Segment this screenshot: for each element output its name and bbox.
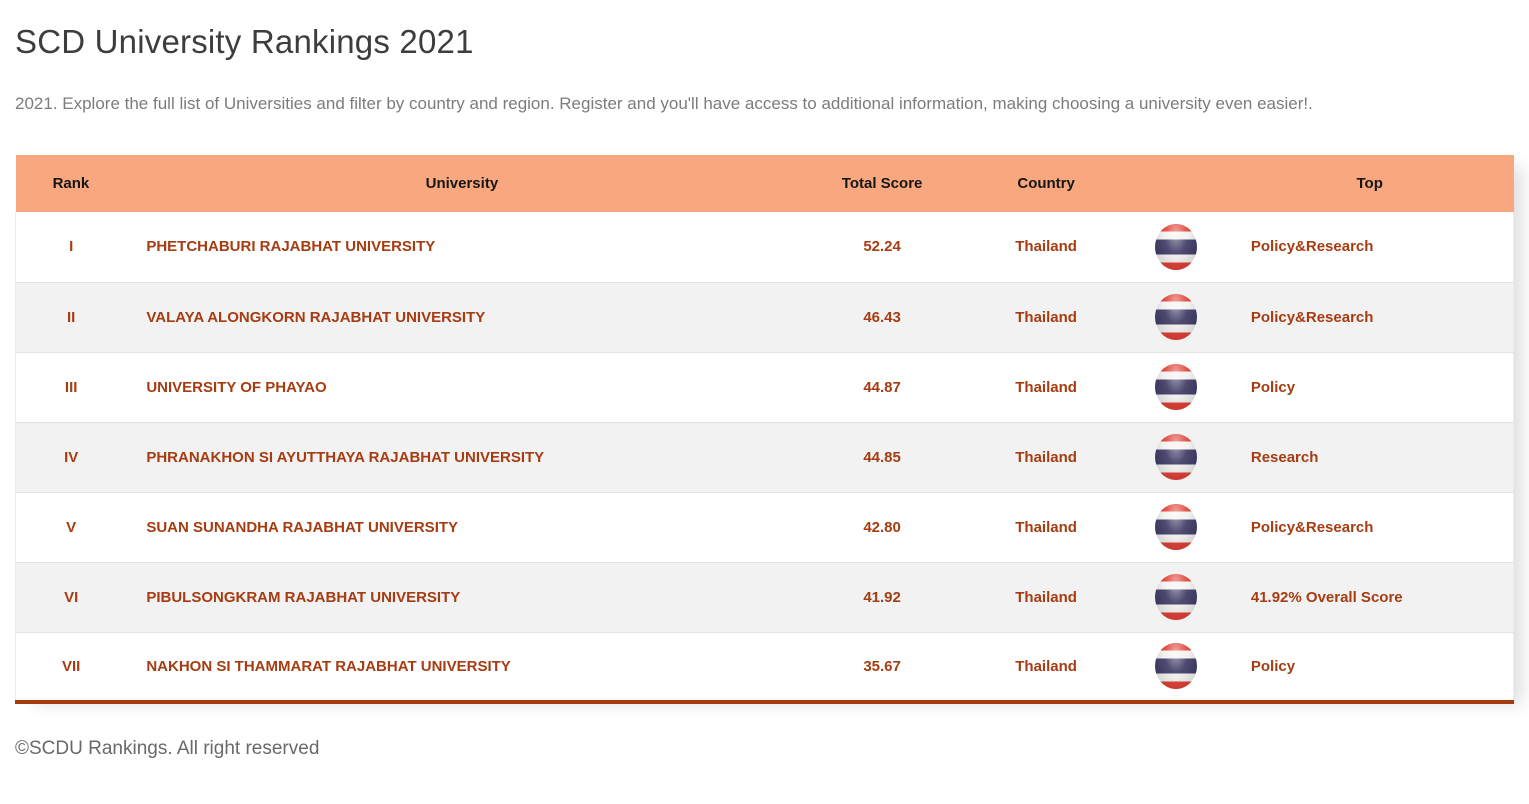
page-title: SCD University Rankings 2021 [15, 23, 474, 60]
flag-cell [1126, 562, 1226, 632]
top-cell: Policy&Research [1226, 492, 1514, 562]
top-cell: Research [1226, 422, 1514, 492]
thailand-flag-icon [1155, 574, 1197, 620]
total-score-cell: 42.80 [797, 492, 966, 562]
country-cell: Thailand [967, 282, 1126, 352]
country-cell: Thailand [1015, 238, 1077, 256]
university-link[interactable]: VALAYA ALONGKORN RAJABHAT UNIVERSITY [126, 282, 797, 352]
footer-copyright: ©SCDU Rankings. All right reserved [15, 738, 320, 759]
rankings-table [15, 155, 1514, 704]
column-header-flag [1126, 155, 1226, 212]
total-score-cell: 44.87 [797, 352, 966, 422]
thailand-flag-icon [1155, 434, 1197, 480]
thailand-flag-icon [1155, 643, 1197, 689]
top-cell: 41.92% Overall Score [1226, 562, 1514, 632]
table-row [16, 282, 1514, 352]
university-link[interactable]: PHRANAKHON SI AYUTTHAYA RAJABHAT UNIVERSITY [126, 422, 797, 492]
table-row [16, 422, 1514, 492]
university-link[interactable]: UNIVERSITY OF PHAYAO [126, 352, 797, 422]
rankings-page [0, 22, 1529, 760]
rank-cell: IV [16, 422, 127, 492]
column-header-rank: Rank [16, 155, 127, 212]
total-score-cell: 35.67 [797, 632, 966, 702]
country-cell: Thailand [967, 352, 1126, 422]
thailand-flag-icon [1155, 294, 1197, 340]
rank-cell: VII [16, 632, 127, 702]
rank-cell: II [16, 282, 127, 352]
top-cell: Policy&Research [1226, 212, 1514, 282]
thailand-flag-icon [1155, 504, 1197, 550]
rank-cell: I [16, 212, 127, 282]
rank-cell: III [16, 352, 127, 422]
top-cell: Policy [1226, 352, 1514, 422]
table-row [16, 352, 1514, 422]
total-score-cell: 41.92 [797, 562, 966, 632]
flag-cell [1126, 422, 1226, 492]
top-cell: Policy [1226, 632, 1514, 702]
total-score-cell: 44.85 [797, 422, 966, 492]
column-header-country: Country [967, 155, 1126, 212]
flag-cell [1126, 212, 1226, 282]
table-row [16, 492, 1514, 562]
table-row [16, 562, 1514, 632]
university-link[interactable]: SUAN SUNANDHA RAJABHAT UNIVERSITY [126, 492, 797, 562]
country-cell: Thailand [967, 632, 1126, 702]
thailand-flag-icon [1155, 364, 1197, 410]
top-cell: Policy&Research [1226, 282, 1514, 352]
total-score-cell: 46.43 [797, 282, 966, 352]
rank-cell: VI [16, 562, 127, 632]
column-header-university: University [126, 155, 797, 212]
rankings-table-container [15, 155, 1514, 704]
country-cell: Thailand [967, 492, 1126, 562]
flag-cell [1126, 352, 1226, 422]
university-link[interactable]: NAKHON SI THAMMARAT RAJABHAT UNIVERSITY [126, 632, 797, 702]
page-subtitle: 2021. Explore the full list of Universities and filter by country and region. Register and you'll have access to additional information, making choosing a university even easier!. [15, 94, 1313, 113]
table-row [16, 212, 1514, 282]
country-cell: Thailand [967, 422, 1126, 492]
university-link[interactable]: PHETCHABURI RAJABHAT UNIVERSITY [146, 238, 436, 256]
university-link[interactable]: PIBULSONGKRAM RAJABHAT UNIVERSITY [126, 562, 797, 632]
column-header-top: Top [1226, 155, 1514, 212]
flag-cell [1126, 632, 1226, 702]
flag-cell [1126, 282, 1226, 352]
total-score-cell: 52.24 [863, 238, 901, 256]
country-cell: Thailand [967, 562, 1126, 632]
rank-cell: V [16, 492, 127, 562]
thailand-flag-icon [1155, 224, 1197, 270]
flag-cell [1126, 492, 1226, 562]
column-header-total-score: Total Score [797, 155, 966, 212]
table-row [16, 632, 1514, 702]
table-header-row [16, 155, 1514, 212]
